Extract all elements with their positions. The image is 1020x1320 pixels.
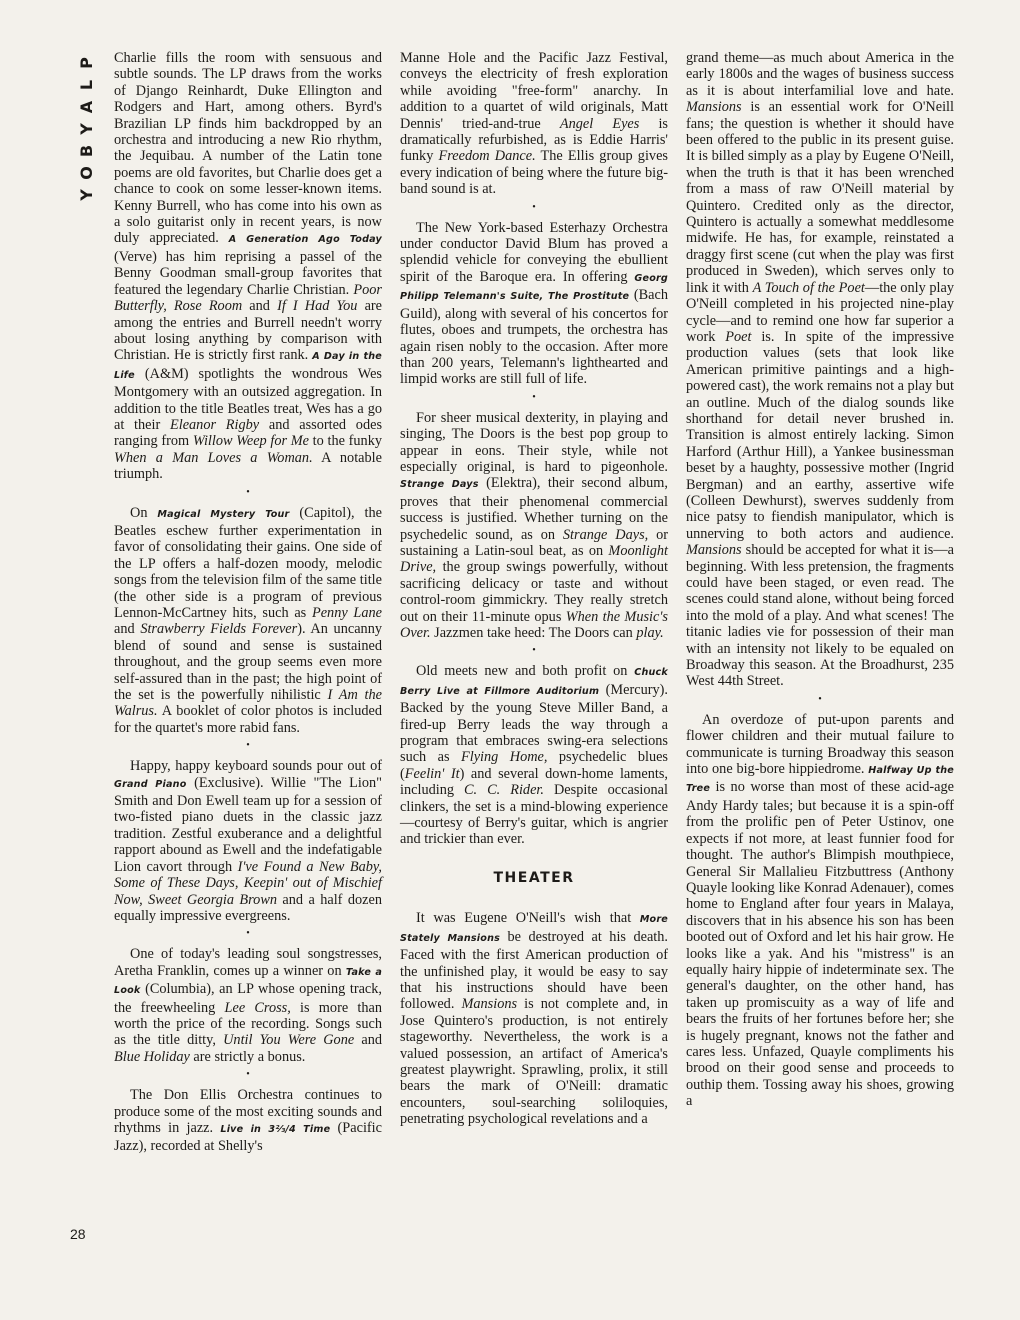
masthead-letter: A bbox=[76, 100, 96, 114]
masthead-letter: P bbox=[76, 57, 96, 69]
separator-bullet: • bbox=[246, 928, 250, 940]
paragraph: It was Eugene O'Neill's wish that More Stately Mansions be destroyed at his death. Faced with the first American production of the unfinished play, it would be easy to say that his instructions should have been followed. Mansions is not complete and, in Jose Quintero's production, is not entirely stageworthy. Nevertheless, the work is a valued possession, an artifact of America's greatest playwright. Sprawling, prolix, it still bears the mark of O'Neill: dramatic encounters, soul-searching soliloquies, penetrating psychological revelations and a bbox=[400, 910, 668, 1128]
column-2 bbox=[400, 50, 668, 1128]
separator-bullet: • bbox=[818, 693, 822, 705]
separator-bullet: • bbox=[246, 740, 250, 752]
paragraph: Manne Hole and the Pacific Jazz Festival, conveys the electricity of fresh exploration while avoiding "free-form" anarchy. In addition to a quartet of wild originals, Matt Dennis' tried-and-true Angel Eyes is dramatically refurbished, as is Eddie Harris' funky Freedom Dance. The Ellis group gives every indication of being where the future big-band sound is at. bbox=[400, 50, 668, 198]
masthead bbox=[72, 52, 102, 206]
section-heading-theater: THEATER bbox=[493, 869, 575, 886]
paragraph: For sheer musical dexterity, in playing and singing, The Doors is the best pop group to appear in eons. Their style, while not especially original, is hard to pigeonhole. Strange Days (Elektra), their second album, proves that their phenomenal commercial success is justified. Whether turning on the psychedelic sound, as on Strange Days, or sustaining a Latin-soul beat, as on Moonlight Drive, the group swings powerfully, without sacrificing delicacy or taste and without control-room gimmickry. They really stretch out on their 11-minute opus When the Music's Over. Jazzmen take heed: The Doors can play. bbox=[400, 409, 668, 641]
masthead-letter: Y bbox=[77, 189, 96, 201]
paragraph: The Don Ellis Orchestra continues to produce some of the most exciting sounds and rhythms in jazz. Live in 3⅔/4 Time (Pacific Jazz), recorded at Shelly's bbox=[114, 1087, 383, 1155]
masthead-letter: B bbox=[76, 144, 96, 158]
separator-bullet: • bbox=[246, 486, 250, 498]
paragraph: Old meets new and both profit on Chuck Berry Live at Fillmore Auditorium (Mercury). Backed by the young Steve Miller Band, a fired-up Berry leads the way through a program that embraces swing-era selections such as Flying Home, psychedelic blues (Feelin' It) and several down-home laments, including C. C. Rider. Despite occasional clinkers, the set is a mind-blowing experience—courtesy of Berry's guitar, which is angrier and trickier than ever. bbox=[400, 663, 668, 848]
paragraph: Charlie fills the room with sensuous and subtle sounds. The LP draws from the works of Django Reinhardt, Duke Ellington and Rodgers and Hart, among others. Byrd's Brazilian LP finds him backdropped by an orchestra and introducing a new Rio rhythm, the Jequibau. A number of the Latin tone poems are old favorites, but Charlie does get a chance to cook on some lesser-known items. Kenny Burrell, who has come into his own as a solo guitarist only in recent years, is now duly appreciated. A Generation Ago Today (Verve) has him reprising a passel of the Benny Goodman small-group favorites that featured the legendary Charlie Christian. Poor Butterfly, Rose Room and If I Had You are among the entries and Burrell needn't worry about losing anything by comparison with Christian. He is strictly first rank. A Day in the Life (A&M) spotlights the wondrous Wes Montgomery with an outsized aggregation. In addition to the title Beatles treat, Wes has a go at their Eleanor Rigby and assorted odes ranging from Willow Weep for Me to the funky When a Man Loves a Woman. A notable triumph. bbox=[114, 50, 383, 483]
paragraph: grand theme—as much about America in the early 1800s and the wages of business success as it is about interfamilial love and hate. Mansions is an essential work for O'Neill fans; the question is whether it should have been offered to the public in its present guise. It is billed simply as a play by Eugene O'Neill, when the truth is that it has been wrenched from a mass of raw O'Neill material by Quintero. Credited only as the director, Quintero is actually a somewhat meddlesome midwife. He has, for example, reinstated a draggy first scene (cut when the play was first produced in Sweden), which serves only to link it with A Touch of the Poet—the only play O'Neill completed in his projected nine-play cycle—and to remind one how far superior a work Poet is. In spite of the impressive production values (sets that look like American primitive paintings and a high-powered cast), the work remains not a play but an outline. Much of the dialog sounds like shorthand for detail never brushed in. Transition is almost entirely lacking. Simon Harford (Arthur Hill), a Yankee businessman beset by a haughty, possessive mother (Ingrid Bergman) and an earthy, assertive wife (Colleen Dewhurst), swerves suddenly from nice patsy to fiendish manipulator, which is unnerving to both actors and audience. Mansions should be accepted for what it is—a beginning. With less pretension, the fragments could have been staged, or even read. The scenes could stand alone, without being forced into the mold of a play. And what scenes! The titanic ladies vie for possession of their man with an intensity not likely to be equaled on Broadway this season. At the Broadhurst, 235 West 44th Street. bbox=[686, 50, 954, 690]
column-1 bbox=[114, 50, 382, 1155]
column-3 bbox=[686, 50, 954, 1110]
separator-bullet: • bbox=[246, 1069, 250, 1081]
separator-bullet: • bbox=[532, 645, 536, 657]
masthead-letter: L bbox=[76, 79, 96, 91]
paragraph: On Magical Mystery Tour (Capitol), the Beatles eschew further experimentation in favor of consolidating their gains. One side of the LP offers a half-dozen moody, melodic songs from the television film of the same title (the other side is a program of previous Lennon-McCartney hits, such as Penny Lane and Strawberry Fields Forever). An uncanny blend of sound and sense is sustained throughout, and the group seems even more self-assured than in the past; the high point of the set is the powerfully nihilistic I Am the Walrus. A booklet of color photos is included for the quartet's more rabid fans. bbox=[114, 504, 382, 736]
masthead-letter: Y bbox=[77, 123, 96, 135]
masthead-letter: O bbox=[76, 166, 96, 180]
separator-bullet: • bbox=[532, 391, 536, 403]
page-number: 28 bbox=[70, 1226, 86, 1242]
paragraph: The New York-based Esterhazy Orchestra under conductor David Blum has proved a splendid vehicle for conveying the ebullient spirit of the Baroque era. In offering Georg Philipp Telemann's Suite, The Prostitute (Bach Guild), along with several of his concertos for flutes, oboes and trumpets, the orchestra has again risen nobly to the occasion. After more than 200 years, Telemann's lighthearted and limpid works are still full of life. bbox=[400, 219, 668, 388]
separator-bullet: • bbox=[532, 201, 536, 213]
paragraph: Happy, happy keyboard sounds pour out of Grand Piano (Exclusive). Willie "The Lion" Smith and Don Ewell team up for a session of two-fisted piano duets in the classic jazz tradition. Zestful exuberance and a delightful rapport abound as Ewell and the indefatigable Lion cavort through I've Found a New Baby, Some of These Days, Keepin' out of Mischief Now, Sweet Georgia Brown and a half dozen equally impressive evergreens. bbox=[114, 758, 382, 924]
paragraph: One of today's leading soul songstresses, Aretha Franklin, comes up a winner on Take a Look (Columbia), an LP whose opening track, the freewheeling Lee Cross, is more than worth the price of the recording. Songs such as the title ditty, Until You Were Gone and Blue Holiday are strictly a bonus. bbox=[114, 946, 383, 1065]
paragraph: An overdoze of put-upon parents and flower children and their mutual failure to communicate is turning Broadway this season into one big-bore hippiedrome. Halfway Up the Tree is no worse than most of these acid-age Andy Hardy tales; but because it is a spin-off from the prolific pen of Peter Ustinov, one expects if not more, at least funnier food for thought. The author's Blimpish mouthpiece, General Sir Mallalieu Fitzbuttress (Anthony Quayle looking like Konrad Adenauer), comes home to England after four years in Malaya, discovers that in his absence his son has been booted out of Oxford and let his hair grow. He looks like a yak. And his "mistress" is an equally hairy hippie of indeterminate sex. The general's daughter, on the other hand, has taken up promiscuity as a way of life and bears the fruits of her fortunes before her; she is hugely pregnant, knows not the father and cares less. Unfazed, Quayle compliments his brood on their good sense and proceeds to outhip them. Tossing away his shoes, growing a bbox=[686, 711, 954, 1110]
